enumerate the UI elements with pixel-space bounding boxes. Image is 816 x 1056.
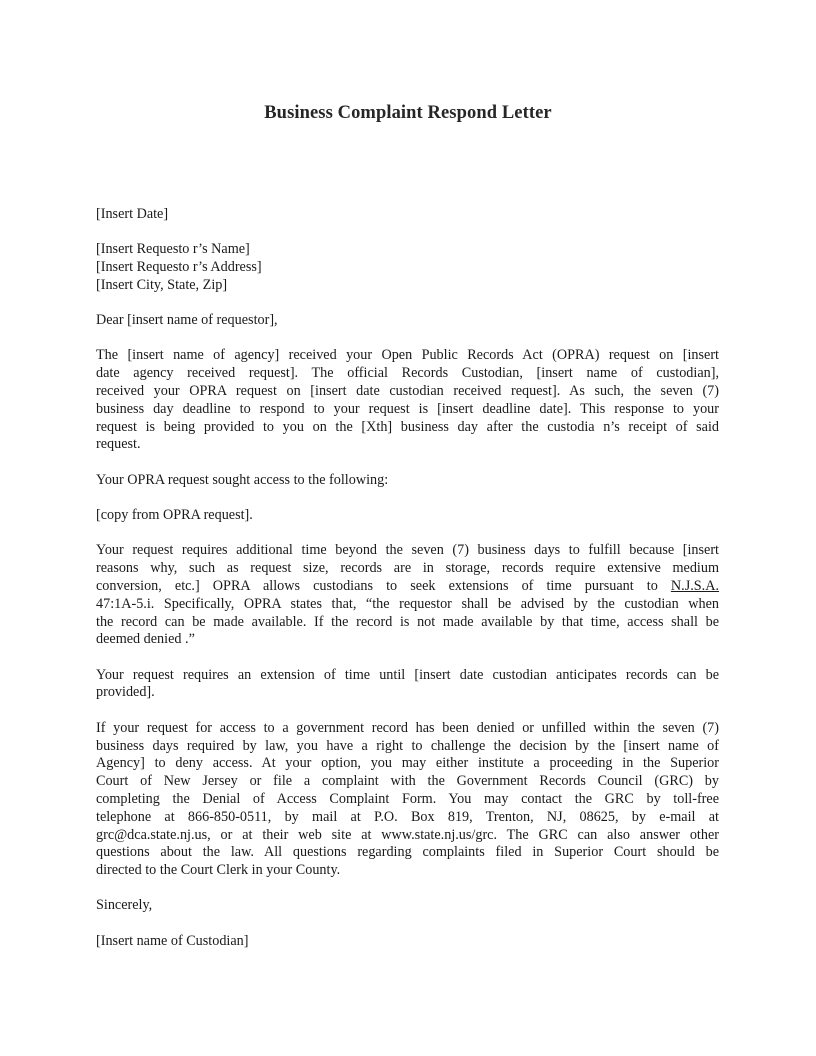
statute-citation: 47:1A-5.i.: [96, 595, 155, 612]
address-line: [Insert City, State, Zip]: [96, 276, 228, 293]
date-line: [Insert Date]: [96, 206, 169, 222]
recipient-address: [96, 241, 719, 294]
paragraph-line: directed to the Court Clerk in your County.: [96, 862, 341, 879]
paragraph-line: request.: [96, 436, 141, 453]
paragraph-text: Specifically, OPRA states that, “the requestor shall be advised by the custodian when: [163, 595, 719, 612]
letter-body: [96, 206, 719, 951]
paragraph-line: request is being provided to you on the [Xth] business day after the custodia n’s receipt of said: [96, 418, 719, 435]
paragraph-line: the record can be made available. If the record is not made available by that time, access shall be: [96, 613, 719, 630]
paragraph-line: business day deadline to respond to your request is [insert deadline date]. This response to your: [96, 400, 719, 417]
paragraph-extension-reason: [96, 542, 719, 649]
signature: [Insert name of Custodian]: [96, 932, 249, 949]
paragraph-line: date agency received request]. The official Records Custodian, [insert name of custodian],: [96, 365, 719, 382]
paragraph-line: telephone at 866-850-0511, by mail at P.O. Box 819, Trenton, NJ, 08625, by e-mail at: [96, 808, 719, 825]
salutation: Dear [insert name of requestor],: [96, 312, 278, 329]
paragraph-line: Court of New Jersey or file a complaint with the Government Records Council (GRC) by: [96, 773, 719, 790]
paragraph-line: Your request requires additional time beyond the seven (7) business days to fulfill because [insert: [96, 542, 719, 559]
paragraph-request-sought: Your OPRA request sought access to the following:: [96, 471, 389, 488]
address-line: [Insert Requesto r’s Address]: [96, 259, 262, 276]
paragraph-line: received your OPRA request on [insert date custodian received request]. As such, the seven (7): [96, 383, 719, 400]
document-title: Business Complaint Respond Letter: [264, 103, 552, 123]
paragraph-line: completing the Denial of Access Complaint Form. You may contact the GRC by toll-free: [96, 790, 719, 807]
paragraph-line: [96, 578, 719, 596]
paragraph-line: provided].: [96, 684, 155, 701]
address-line: [Insert Requesto r’s Name]: [96, 241, 250, 258]
paragraph-line: questions about the law. All questions regarding complaints filed in Superior Court should be: [96, 844, 719, 861]
paragraph-line: If your request for access to a government record has been denied or unfilled within the seven (7): [96, 719, 719, 736]
paragraph-line: [96, 596, 719, 614]
paragraph-line: business days required by law, you have a right to challenge the decision by the [insert name of: [96, 737, 719, 754]
paragraph-line: The [insert name of agency] received your Open Public Records Act (OPRA) request on [insert: [96, 347, 719, 364]
paragraph-receipt: [96, 347, 719, 454]
paragraph-copy-request: [copy from OPRA request].: [96, 507, 253, 524]
paragraph-line: Your request requires an extension of time until [insert date custodian anticipates records can be: [96, 666, 719, 683]
paragraph-appeal-rights: [96, 720, 719, 880]
statute-citation: N.J.S.A.: [670, 577, 720, 594]
paragraph-extension-date: [96, 667, 719, 703]
paragraph-line: Agency] to deny access. At your option, you may either institute a proceeding in the Superior: [96, 755, 719, 772]
paragraph-line: deemed denied .”: [96, 631, 195, 648]
paragraph-line: reasons why, such as request size, records are in storage, records require extensive medium: [96, 560, 719, 577]
paragraph-line: grc@dca.state.nj.us, or at their web site at www.state.nj.us/grc. The GRC can also answer other: [96, 826, 719, 843]
paragraph-text: conversion, etc.] OPRA allows custodians to seek extensions of time pursuant to: [96, 577, 658, 594]
closing: Sincerely,: [96, 897, 153, 914]
